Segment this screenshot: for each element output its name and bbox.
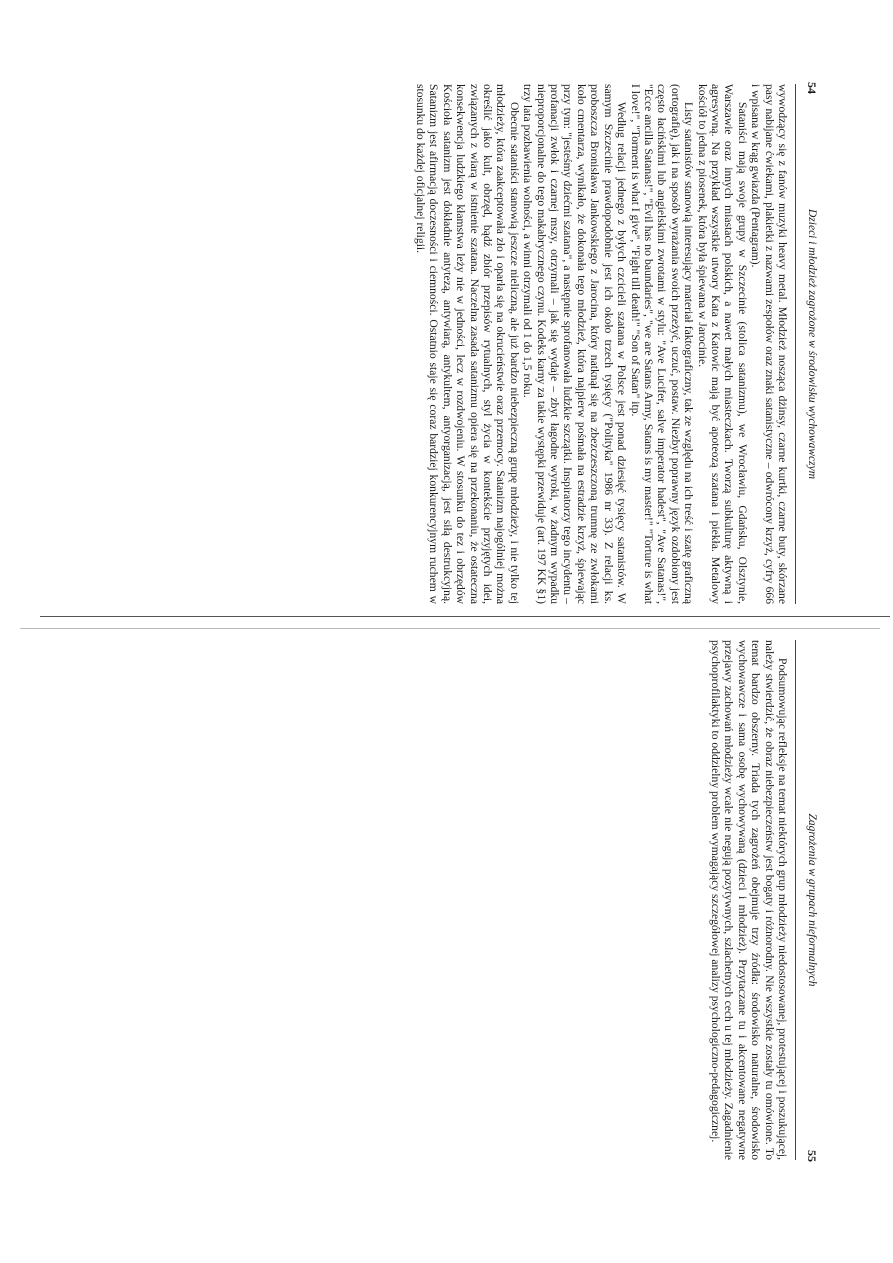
paragraph: wywodzący się z fanów muzyki heavy metal. Młodzież nosząca dżinsy, czarne kurtki, czarne buty, skórzane pasy nabijane ćwiekami, plakietki z nazwami zespołów oraz znaki satanistyczne – odwrócony krzyż, cyfry 666 i wpisana w krąg gwiazda (Pentagram).: [749, 84, 789, 604]
right-page: [88, 640, 818, 1160]
paragraph: Sataniści mają swoje grupy w Szczecinie (stolica satanizmu), we Wrocławiu, Gdańsku, Olsztynie, Warszawie oraz innych miastach polskich, a nawet małych miasteczkach. Tworzą subkulturę aktywną i agresywną. Na przykład wszystkie utwory Kata z Katowic mają być apoteozą szatana i piekła. Metalowy kościół to jedna z piosenek, która była śpiewana w Jarocinie.: [695, 84, 749, 604]
paragraph: Według relacji jednego z byłych czcicieli szatana w Polsce jest ponad dziesięć tysięcy satanistów. W samym Szczecinie prawdopodobnie jest ich około trzech tysięcy ("Polityka" 1986 nr 33). Z relacji ks. proboszcza Bronisława Jankowskiego z Jarocina, który natknął się na zbezczeszczoną trumnę ze zwłokami koło cmentarza, wynikało, że dokonała tego młodzież, która najpierw pośmała na estradzie krzyż, śpiewając przy tym: "jesteśmy dziećmi szatana", a następnie sprofanowała ludzkie szczątki. Inspiratorzy tego incydentu – profanacji zwłok i czarnej mszy, otrzymali – jak się wydaje – zbyt łagodne wyroki, w żadnym wypadku nieproporcjonalne do tego makabrycznego czynu. Kodeks karny za takie występki przewiduje (art. 197 KK §1) trzy lata pozbawienia wolności, a winni otrzymali od 1 do 1,5 roku.: [521, 84, 629, 604]
paragraph: Listy satanistów stanowią interesujący materiał faktograficzny, tak ze względu na ich treść i szatę graficzną (ortografię), jak i na sposób wyrażania swoich przeżyć, uczuć, postaw. Niezbyt poprawny język ozdobiony jest często łacińskimi lub angielskimi zwrotami w stylu: "Ave Lucifer, salve imperator hadest", "Ave Satanas!", "Ecce ancilla Satanas!", "Evil has no baundaries", "we are Satans Army, Satans is my master!" "Torture is what I love!", "Torment is what I give", "Fight till death!" "Son of Satan" itp.: [628, 84, 696, 604]
fold-shadow: [20, 628, 880, 629]
right-header-title: Zagrożenia w grupach nieformalnych: [806, 813, 818, 987]
right-running-head: [795, 640, 818, 1160]
left-running-head: [795, 84, 818, 604]
paragraph: Podsumowując refleksje na temat niektórych grup młodzieży niedostosowanej, protestującej i poszukującej, należy stwierdzić, że obraz niebezpieczeństw jest bogaty i różnorodny. Nie wszystkie zostały tu omówione. To temat bardzo obszerny. Triada tych zagrożeń obejmuje trzy źródła: środowisko naturalne, środowisko wychowawcze i sama osobę wychowywaną (dzieci i młodzież). Przytaczane tu i akcentowane negatywne przejawy zachowań młodzieży wcale nie negują pozytywnych, szlachetnych cech u tej młodzieży. Zagadnienie psychoprofilaktyki to oddzielny problem wymagający szczegółowej analizy psychologiczno-pedagogicznej.: [708, 640, 789, 1160]
left-page: [88, 84, 818, 604]
left-header-title: Dzieci i młodzież zagrożone w środowisku wychowawczym: [806, 208, 818, 480]
fold-line: [40, 616, 890, 617]
paragraph: Obecnie sataniści stanowią jeszcze nieliczną, ale już bardzo niebezpieczną grupę młodzieży, i nie tylko tej młodzieży, która zaakceptowała zło i oparła się na okrucieństwie oraz przemocy. Satanizm najogólniej można określić jako kult, obrzęd, bądź zbiór przepisów rytualnych, styl życia w kontekście przyjętych idei, związanych z wiarą w istnienie szatana. Naczelna zasada satanizmu opiera się na przekonaniu, że ostateczna konsekwencja ludzkiego kłamstwa leży nie w jedności, lecz w rozdwojeniu. W stosunku do tez i obrzędów Kościoła satanizm jest dokładnie antytezą, antywiarą, antykultem, antyorganizacją, jest siłą destrukcyjną. Satanizm jest afirmacją doczesności i ciemności. Ostatnio staje się coraz bardziej konkurencyjnym ruchem w stosunku do każdej oficjalnej religii.: [414, 84, 521, 604]
right-page-number: 55: [805, 1150, 819, 1162]
left-page-number: 54: [805, 82, 819, 94]
